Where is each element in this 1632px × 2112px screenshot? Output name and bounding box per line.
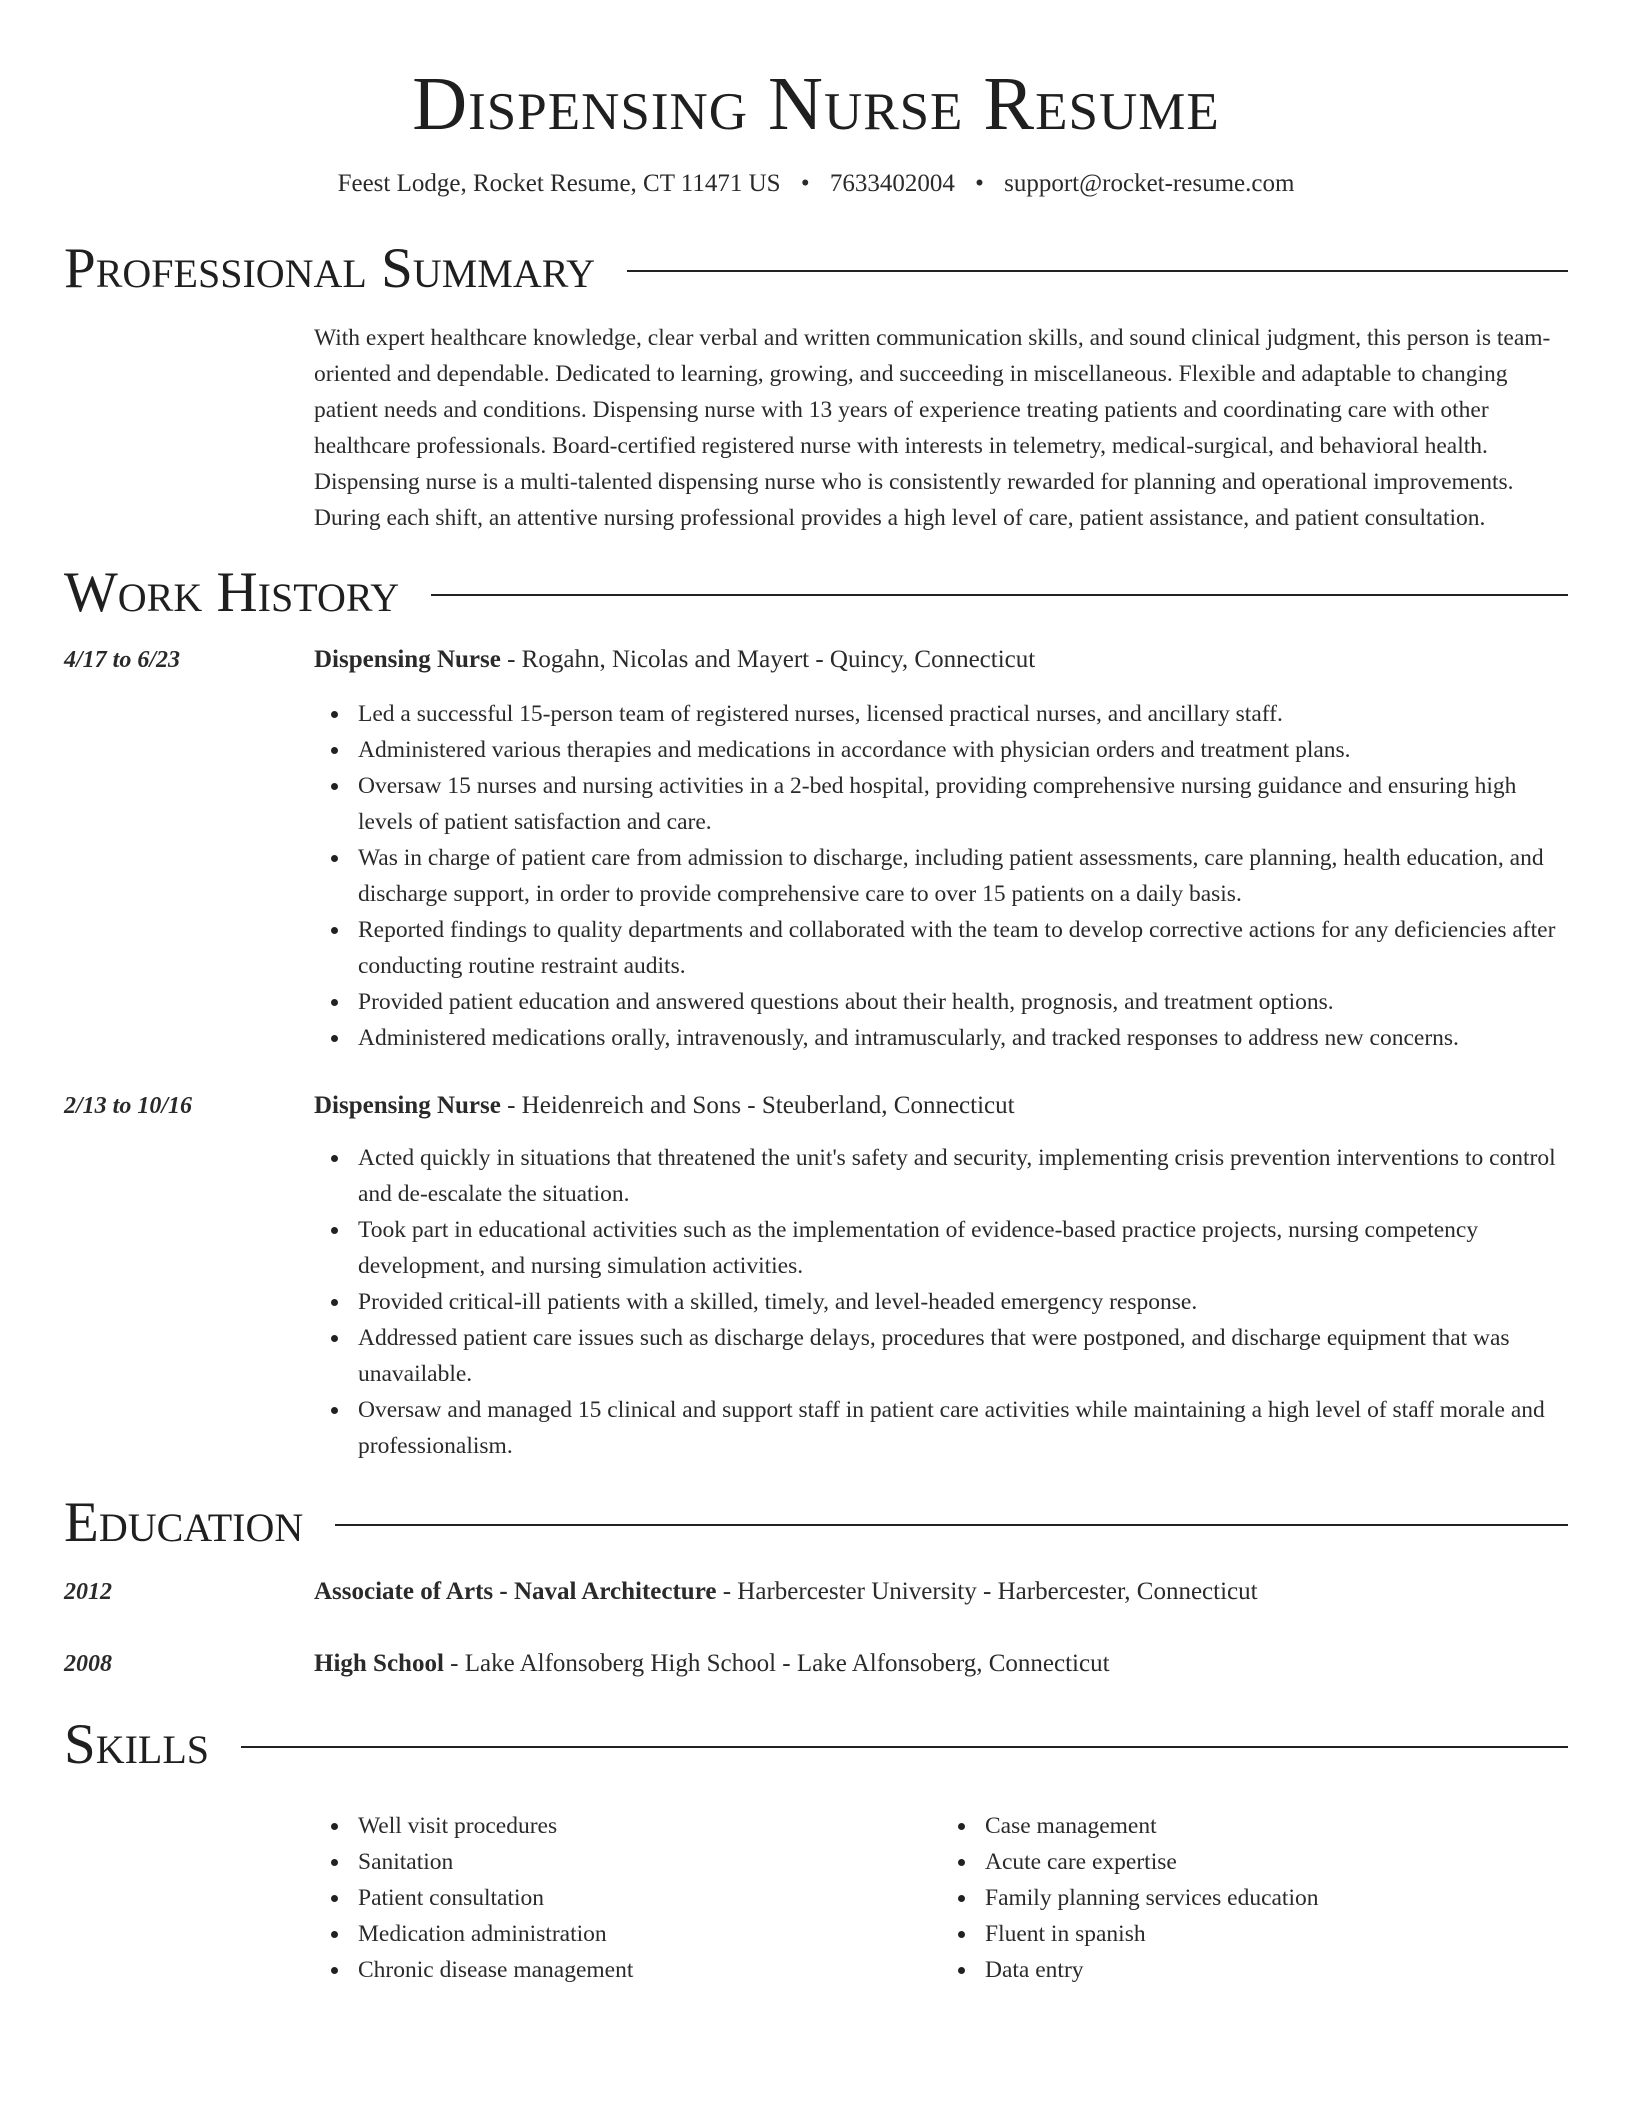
skills-column-left: [314, 1808, 941, 1988]
education-entry: [64, 1646, 1568, 1682]
education-body: [314, 1574, 1568, 1610]
job-bullet: Was in charge of patient care from admission to discharge, including patient assessments, care planning, health education, and discharge support, in order to provide comprehensive care to over 15 patients on a daily basis.: [358, 840, 1568, 912]
job-title: [314, 642, 1568, 678]
section-header: [64, 1710, 1568, 1780]
skill-item: Medication administration: [358, 1916, 941, 1952]
education-degree: Associate of Arts - Naval Architecture: [314, 1578, 717, 1605]
job-bullet: Oversaw 15 nurses and nursing activities in a 2-bed hospital, providing comprehensive nursing guidance and ensuring high levels of patient satisfaction and care.: [358, 768, 1568, 840]
summary-text: With expert healthcare knowledge, clear verbal and written communication skills, and sound clinical judgment, this person is team-oriented and dependable. Dedicated to learning, growing, and succeeding in miscellaneous. Flexible and adaptable to changing patient needs and conditions. Dispensing nurse with 13 years of experience treating patients and coordinating care with other healthcare professionals. Board-certified registered nurse with interests in telemetry, medical-surgical, and behavioral health. Dispensing nurse is a multi-talented dispensing nurse who is consistently rewarded for planning and operational improvements. During each shift, an attentive nursing professional provides a high level of care, patient assistance, and patient consultation.: [314, 325, 1551, 531]
skills-column-right: [941, 1808, 1568, 1988]
summary-section: [64, 234, 1568, 536]
job-employer: - Heidenreich and Sons - Steuberland, Connecticut: [500, 1092, 1015, 1119]
job-dates: 4/17 to 6/23: [64, 647, 181, 673]
resume-title: Dispensing Nurse Resume: [412, 62, 1220, 146]
resume-header: [64, 0, 1568, 200]
section-divider: [431, 594, 1568, 596]
job-bullet: Oversaw and managed 15 clinical and support staff in patient care activities while maintaining a high level of staff morale and professionalism.: [358, 1392, 1568, 1464]
section-header: [64, 234, 1568, 304]
contact-phone: 7633402004: [829, 170, 955, 197]
job-title: [314, 1088, 1568, 1124]
education-entry: [64, 1574, 1568, 1610]
job-dates: 2/13 to 10/16: [64, 1093, 193, 1119]
skill-item: Fluent in spanish: [985, 1916, 1568, 1952]
skills-section: [64, 1710, 1568, 1988]
job-body: [314, 642, 1568, 1056]
skill-item: Patient consultation: [358, 1880, 941, 1916]
section-divider: [241, 1746, 1568, 1748]
section-divider: [335, 1524, 1568, 1526]
education-school: - Lake Alfonsoberg High School - Lake Alfonsoberg, Connecticut: [443, 1650, 1110, 1677]
job-position: Dispensing Nurse: [314, 646, 501, 673]
education-year: 2008: [64, 1651, 112, 1677]
job-position: Dispensing Nurse: [314, 1092, 501, 1119]
job-bullet: Provided critical-ill patients with a skilled, timely, and level-headed emergency response.: [358, 1284, 1568, 1320]
section-title-skills: Skills: [64, 1713, 210, 1776]
contact-address: Feest Lodge, Rocket Resume, CT 11471 US: [337, 170, 781, 197]
job-bullet: Provided patient education and answered questions about their health, prognosis, and treatment options.: [358, 984, 1568, 1020]
skill-item: Data entry: [985, 1952, 1568, 1988]
section-title-work: Work History: [64, 561, 400, 624]
job-bullet: Administered various therapies and medications in accordance with physician orders and treatment plans.: [358, 732, 1568, 768]
job-bullet: Took part in educational activities such as the implementation of evidence-based practice projects, nursing competency development, and nursing simulation activities.: [358, 1212, 1568, 1284]
skills-list: [314, 1808, 1568, 1988]
job-bullet: Reported findings to quality departments and collaborated with the team to develop corrective actions for any deficiencies after conducting routine restraint audits.: [358, 912, 1568, 984]
section-header: [64, 558, 1568, 628]
job-entry: [64, 1088, 1568, 1464]
summary-body: [314, 320, 1568, 536]
education-title: [314, 1646, 1568, 1682]
education-school: - Harbercester University - Harbercester, Connecticut: [716, 1578, 1258, 1605]
section-header: [64, 1488, 1568, 1558]
section-title-education: Education: [64, 1491, 304, 1554]
contact-email: support@rocket-resume.com: [1004, 170, 1295, 197]
education-body: [314, 1646, 1568, 1682]
education-degree: High School: [314, 1650, 444, 1677]
job-entry: [64, 642, 1568, 1056]
education-section: [64, 1488, 1568, 1682]
job-bullets: [314, 1140, 1568, 1464]
skill-item: Sanitation: [358, 1844, 941, 1880]
job-employer: - Rogahn, Nicolas and Mayert - Quincy, Connecticut: [500, 646, 1036, 673]
job-bullet: Administered medications orally, intravenously, and intramuscularly, and tracked responses to address new concerns.: [358, 1020, 1568, 1056]
job-bullet: Addressed patient care issues such as discharge delays, procedures that were postponed, and discharge equipment that was unavailable.: [358, 1320, 1568, 1392]
education-title: [314, 1574, 1568, 1610]
job-bullets: [314, 696, 1568, 1056]
contact-separator: •: [975, 170, 984, 197]
job-bullet: Led a successful 15-person team of registered nurses, licensed practical nurses, and ancillary staff.: [358, 696, 1568, 732]
section-divider: [627, 270, 1568, 272]
skill-item: Acute care expertise: [985, 1844, 1568, 1880]
skill-item: Family planning services education: [985, 1880, 1568, 1916]
skill-item: Case management: [985, 1808, 1568, 1844]
education-year: 2012: [64, 1579, 112, 1605]
contact-separator: •: [800, 170, 810, 197]
skill-item: Well visit procedures: [358, 1808, 941, 1844]
section-title-summary: Professional Summary: [64, 237, 596, 300]
job-bullet: Acted quickly in situations that threatened the unit's safety and security, implementing crisis prevention interventions to control and de-escalate the situation.: [358, 1140, 1568, 1212]
work-section: [64, 558, 1568, 1464]
skill-item: Chronic disease management: [358, 1952, 941, 1988]
contact-line: [64, 168, 1568, 200]
job-body: [314, 1088, 1568, 1464]
